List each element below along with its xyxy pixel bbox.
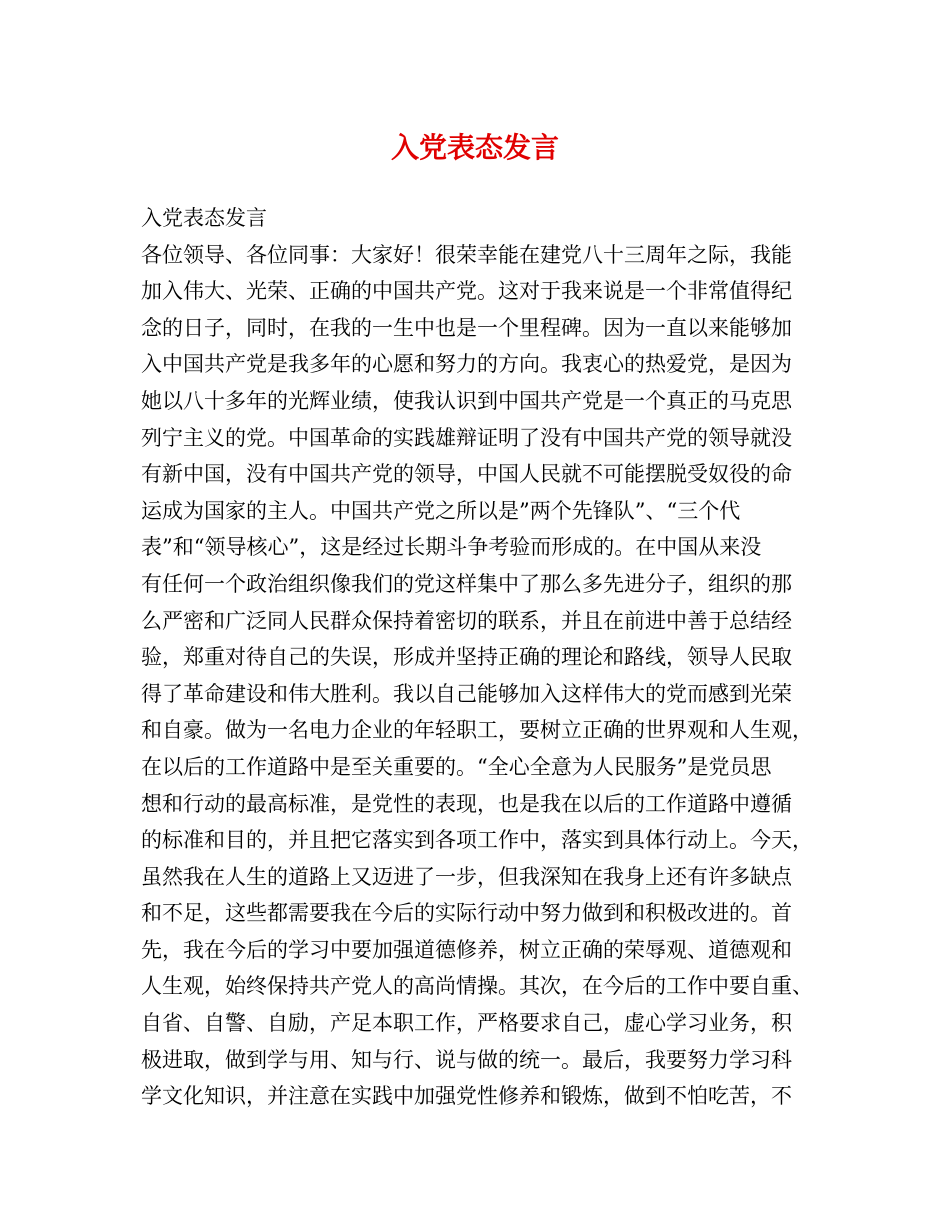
paragraph-line: 和自豪。做为一名电力企业的年轻职工，要树立正确的世界观和人生观， <box>141 718 813 743</box>
paragraph-line: 虽然我在人生的道路上又迈进了一步，但我深知在我身上还有许多缺点 <box>141 864 792 889</box>
paragraph-line: 入中国共产党是我多年的心愿和努力的方向。我衷心的热爱党，是因为 <box>141 352 792 377</box>
paragraph-line: 想和行动的最高标准，是党性的表现，也是我在以后的工作道路中遵循 <box>141 791 792 816</box>
paragraph-line: 加入伟大、光荣、正确的中国共产党。这对于我来说是一个非常值得纪 <box>141 279 792 304</box>
paragraph-line: 各位领导、各位同事：大家好！很荣幸能在建党八十三周年之际，我能 <box>141 242 792 267</box>
paragraph-line: 列宁主义的党。中国革命的实践雄辩证明了没有中国共产党的领导就没 <box>141 425 792 450</box>
document-body <box>141 200 841 1115</box>
page-title: 入党表态发言 <box>390 131 559 164</box>
paragraph-line: 自省、自警、自励，产足本职工作，严格要求自己，虚心学习业务，积 <box>141 1011 792 1036</box>
paragraph-line: 念的日子，同时，在我的一生中也是一个里程碑。因为一直以来能够加 <box>141 315 792 340</box>
paragraph-line: 得了革命建设和伟大胜利。我以自己能够加入这样伟大的党而感到光荣 <box>141 681 792 706</box>
paragraph-line: 在以后的工作道路中是至关重要的。“全心全意为人民服务”是党员思 <box>141 754 772 779</box>
paragraph-line: 的标准和目的，并且把它落实到各项工作中，落实到具体行动上。今天， <box>141 828 813 853</box>
paragraph-line: 她以八十多年的光辉业绩，使我认识到中国共产党是一个真正的马克思 <box>141 388 792 413</box>
paragraph-line: 验，郑重对待自己的失误，形成并坚持正确的理论和路线，领导人民取 <box>141 645 792 670</box>
paragraph-line: 极进取，做到学与用、知与行、说与做的统一。最后，我要努力学习科 <box>141 1047 792 1072</box>
subtitle-line: 入党表态发言 <box>141 206 267 230</box>
paragraph-line: 有任何一个政治组织像我们的党这样集中了那么多先进分子，组织的那 <box>141 571 792 596</box>
paragraph-line: 有新中国，没有中国共产党的领导，中国人民就不可能摆脱受奴役的命 <box>141 462 792 487</box>
paragraph-line: 人生观，始终保持共产党人的高尚情操。其次，在今后的工作中要自重、 <box>141 974 813 999</box>
paragraph-line: 学文化知识，并注意在实践中加强党性修养和锻炼，做到不怕吃苦，不 <box>141 1084 792 1109</box>
paragraph-line: 么严密和广泛同人民群众保持着密切的联系，并且在前进中善于总结经 <box>141 608 792 633</box>
paragraph-line: 运成为国家的主人。中国共产党之所以是”两个先锋队”、“三个代 <box>141 498 741 523</box>
paragraph-line: 和不足，这些都需要我在今后的实际行动中努力做到和积极改进的。首 <box>141 901 792 926</box>
paragraph-line: 先，我在今后的学习中要加强道德修养，树立正确的荣辱观、道德观和 <box>141 937 792 962</box>
paragraph-line: 表”和“领导核心”，这是经过长期斗争考验而形成的。在中国从来没 <box>141 535 762 560</box>
